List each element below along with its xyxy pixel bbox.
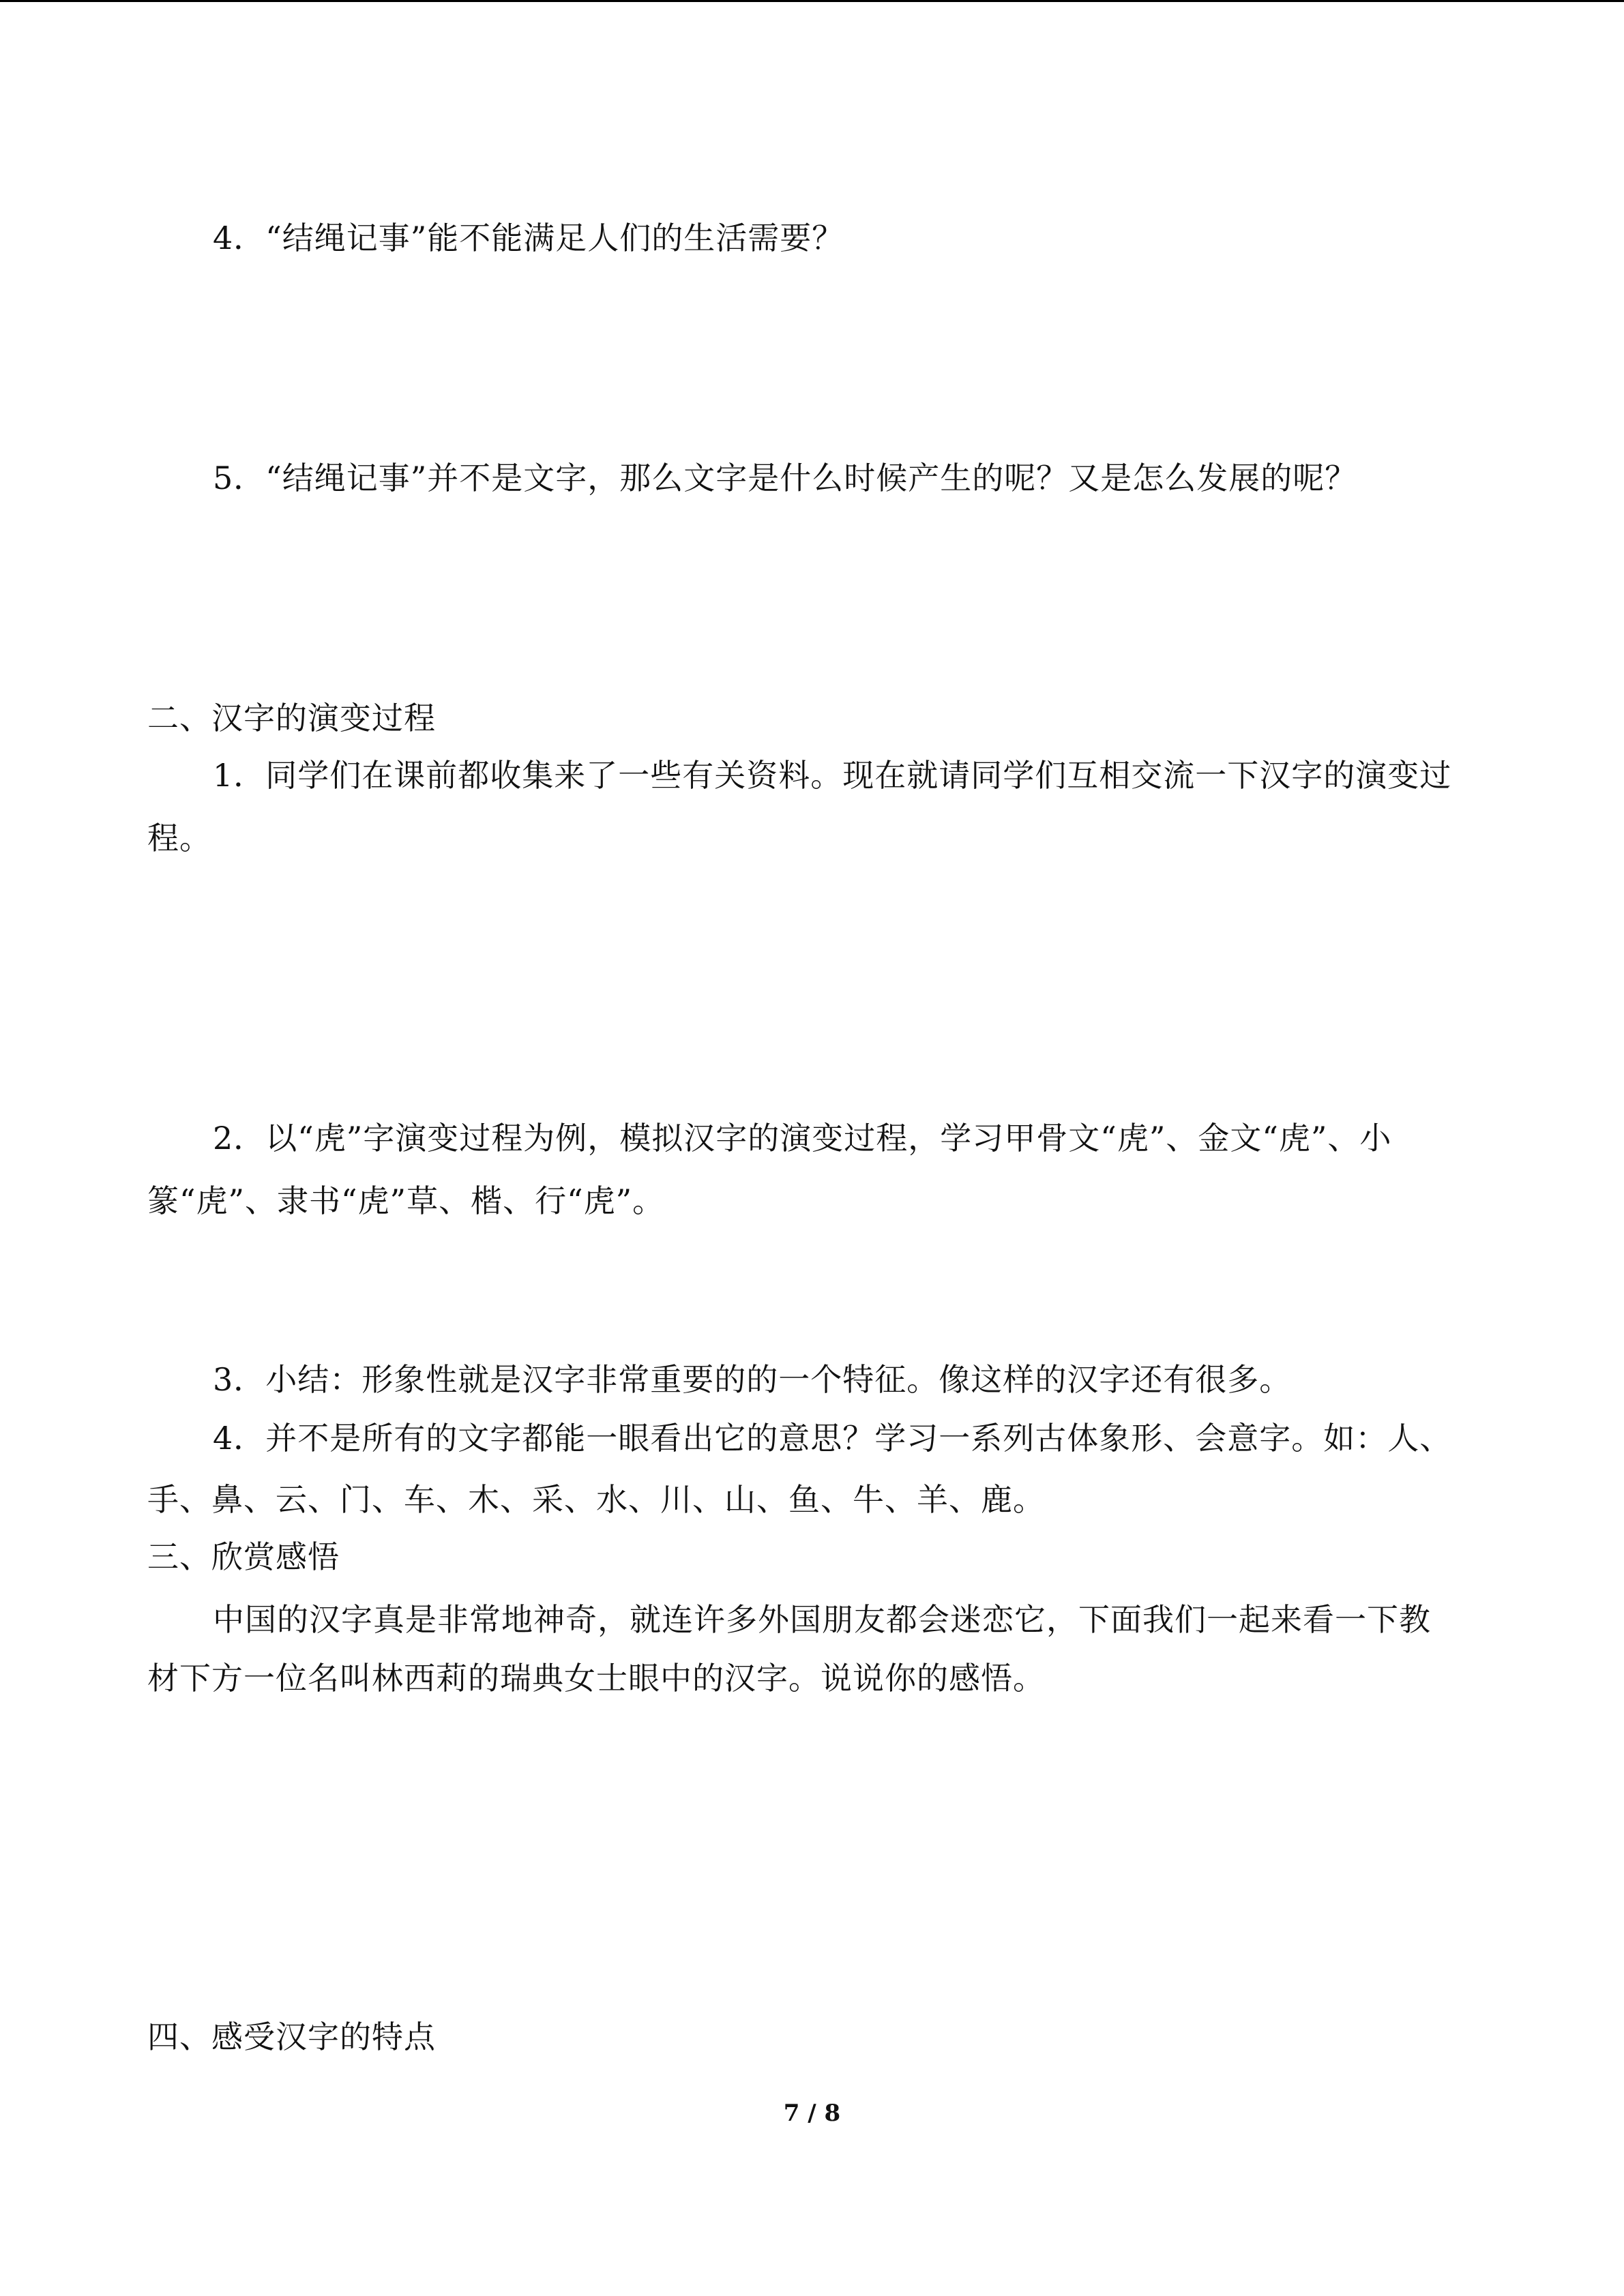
question-4: 4．“结绳记事”能不能满足人们的生活需要？ [213, 220, 844, 256]
section-2-item-1-line-1: 1．同学们在课前都收集来了一些有关资料。现在就请同学们互相交流一下汉字的演变过 [213, 757, 1452, 794]
section-2-item-1-line-2: 程。 [147, 820, 211, 856]
section-3-heading: 三、欣赏感悟 [147, 1538, 340, 1575]
section-2-item-3: 3．小结：形象性就是汉字非常重要的的一个特征。像这样的汉字还有很多。 [213, 1361, 1292, 1398]
page-number: 7 / 8 [783, 2100, 841, 2127]
section-2-heading: 二、汉字的演变过程 [147, 700, 436, 736]
section-2-item-2-line-2: 篆“虎”、隶书“虎”草、楷、行“虎”。 [147, 1182, 665, 1219]
section-2-item-4-line-2: 手、鼻、云、门、车、木、采、水、川、山、鱼、牛、羊、鹿。 [147, 1481, 1045, 1518]
section-2-item-4-line-1: 4．并不是所有的文字都能一眼看出它的意思？学习一系列古体象形、会意字。如：人、 [213, 1420, 1452, 1457]
question-5: 5．“结绳记事”并不是文字，那么文字是什么时候产生的呢？又是怎么发展的呢？ [213, 460, 1357, 496]
section-3-paragraph-line-2: 材下方一位名叫林西莉的瑞典女士眼中的汉字。说说你的感悟。 [147, 1660, 1045, 1697]
section-4-heading: 四、感受汉字的特点 [147, 2018, 436, 2055]
section-2-item-2-line-1: 2．以“虎”字演变过程为例，模拟汉字的演变过程，学习甲骨文“虎”、金文“虎”、小 [213, 1120, 1392, 1157]
section-3-paragraph-line-1: 中国的汉字真是非常地神奇，就连许多外国朋友都会迷恋它，下面我们一起来看一下教 [213, 1601, 1431, 1638]
